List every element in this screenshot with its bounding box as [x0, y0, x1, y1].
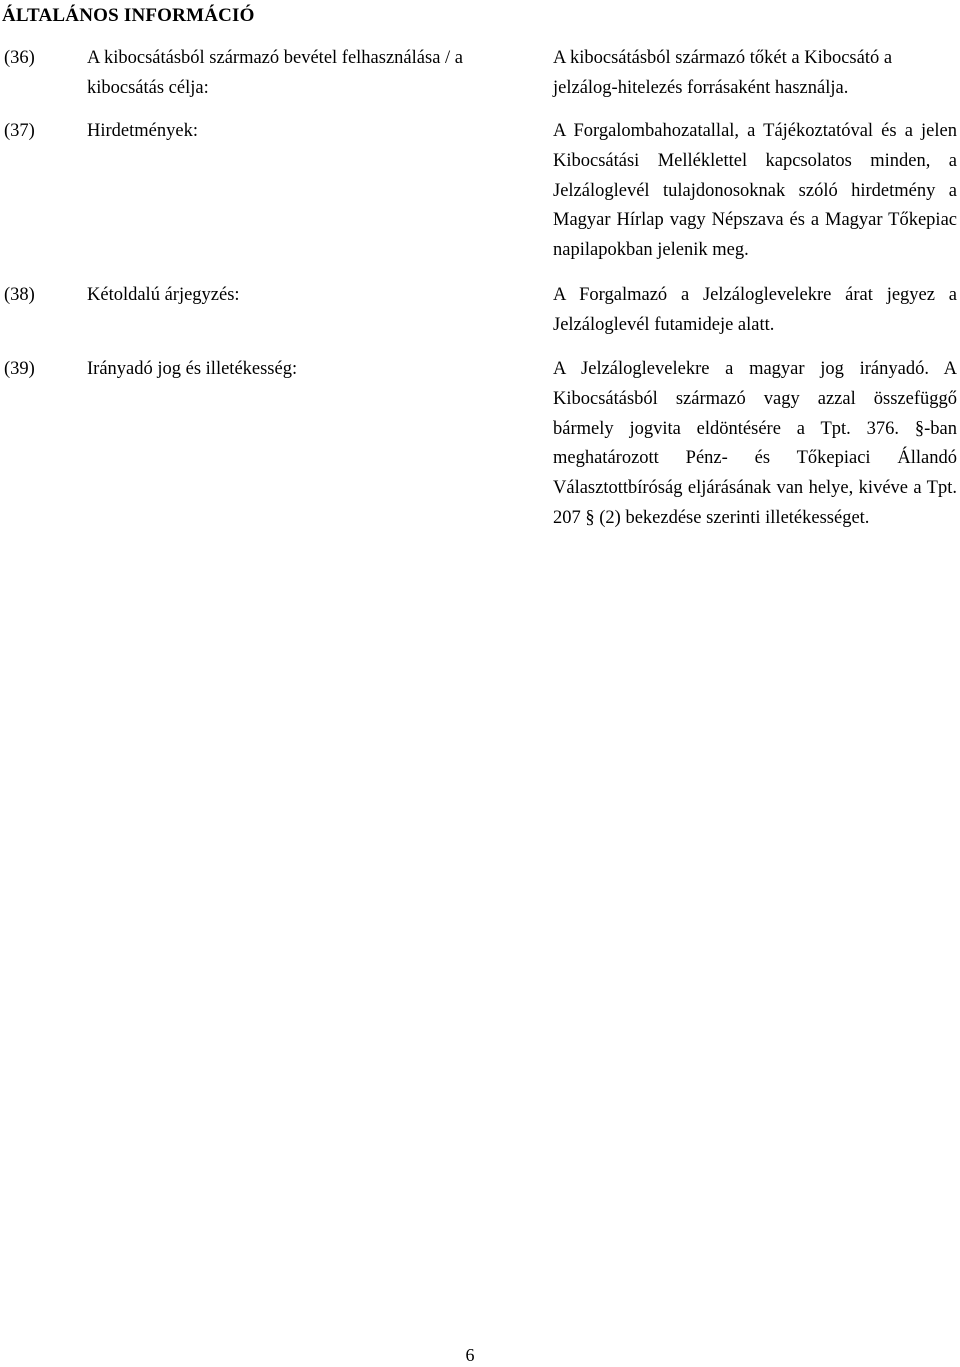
- item-label: Irányadó jog és illetékesség:: [87, 359, 298, 379]
- item-label: Hirdetmények:: [87, 121, 198, 141]
- item-number: (37): [4, 121, 35, 141]
- item-number: (36): [4, 48, 35, 68]
- item-text: A Forgalmazó a Jelzáloglevelekre árat jegyez a Jelzáloglevél futamideje alatt.: [553, 285, 957, 335]
- page-number: 6: [465, 1345, 475, 1365]
- item-number: (38): [4, 285, 35, 305]
- section-heading: ÁLTALÁNOS INFORMÁCIÓ: [2, 5, 255, 26]
- item-number: (39): [4, 359, 35, 379]
- item-text: A kibocsátásból származó tőkét a Kibocsátó a jelzálog-hitelezés forrásaként használja.: [553, 48, 893, 98]
- item-text: A Jelzáloglevelekre a magyar jog irányadó. A Kibocsátásból származó vagy azzal összefüggő bármely jogvita eldöntésére a Tpt. 376. §-ban meghatározott Pénz- és Tőkepiaci Állandó Választottbíróság eljárásának van helye, kivéve a Tpt. 207 § (2) bekezdése szerinti illetékességet.: [553, 359, 957, 528]
- item-label: A kibocsátásból származó bevétel felhasználása / a kibocsátás célja:: [87, 48, 464, 98]
- item-text: A Forgalombahozatallal, a Tájékoztatóval és a jelen Kibocsátási Melléklettel kapcsolatos minden, a Jelzáloglevél tulajdonosoknak szóló hirdetmény a Magyar Hírlap vagy Népszava és a Magyar Tőkepiac napilapokban jelenik meg.: [553, 121, 957, 261]
- item-label: Kétoldalú árjegyzés:: [87, 285, 240, 305]
